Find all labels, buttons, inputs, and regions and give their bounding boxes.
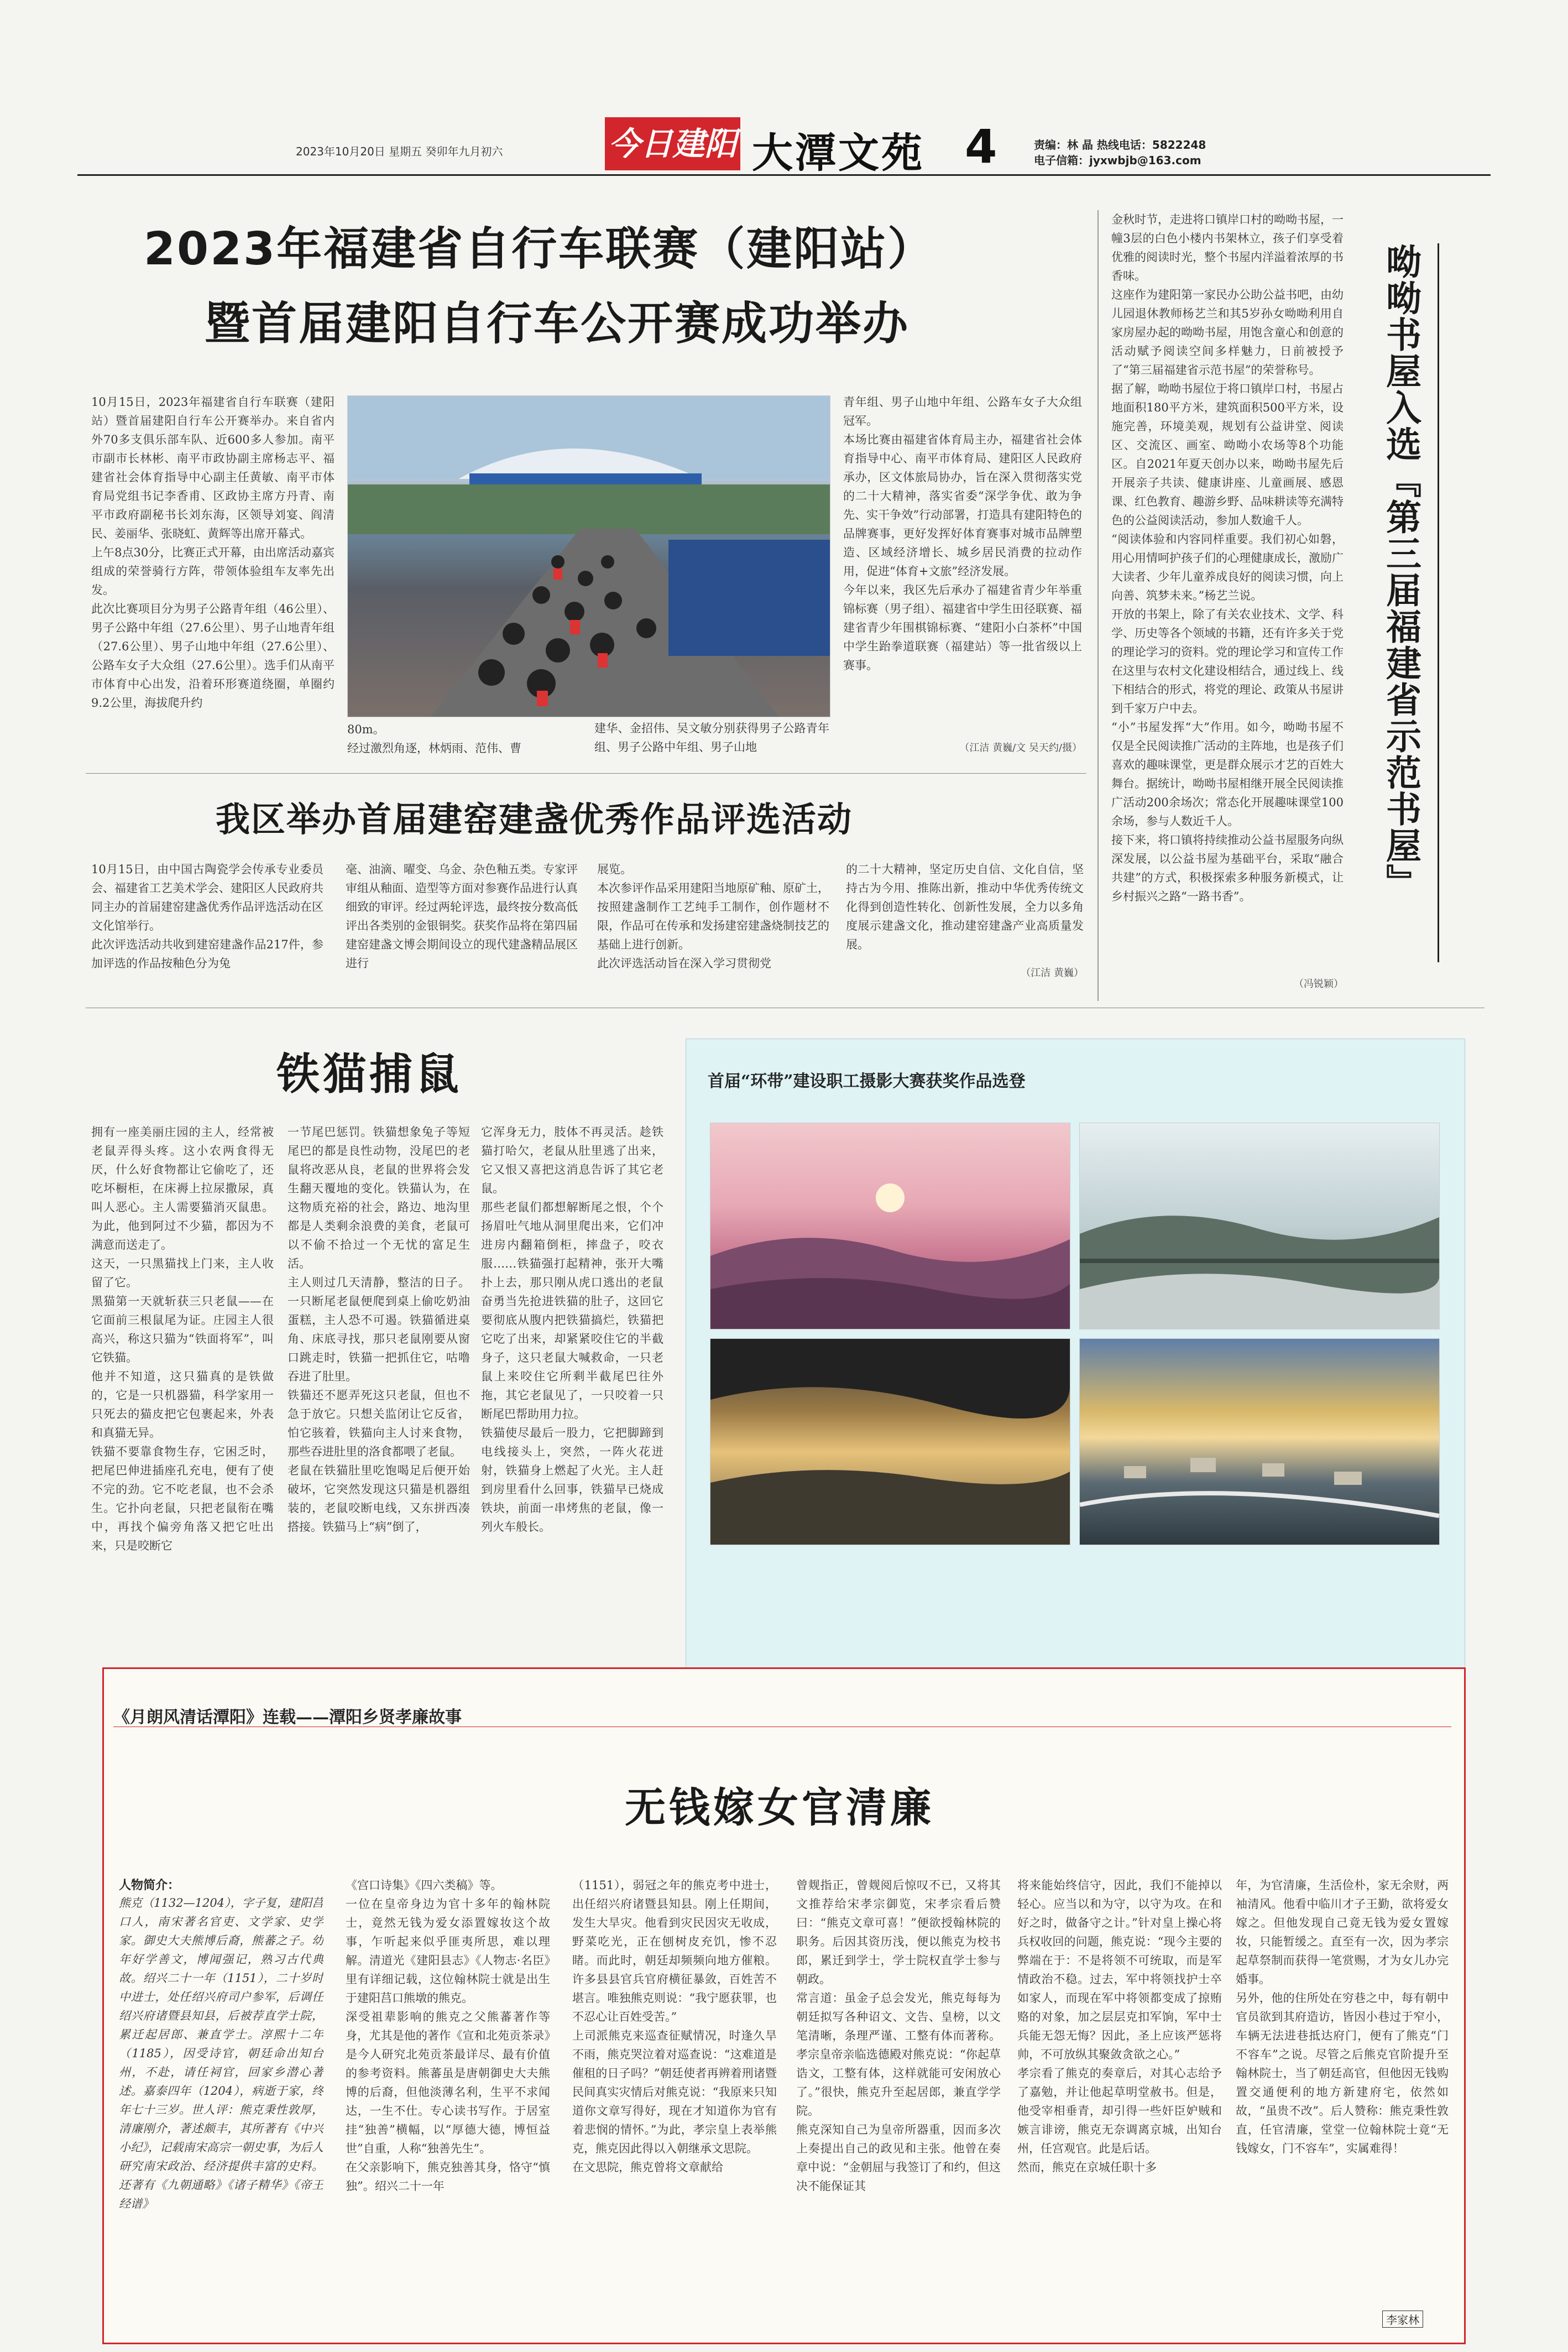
masthead-rule [77,174,1491,176]
issue-date: 2023年10月20日 星期五 癸卯年九月初六 [296,145,503,158]
xiongke-series-label: 《月朗风清话潭阳》连载——潭阳乡贤孝廉故事 [113,1708,462,1727]
jianware-headline: 我区举办首届建窑建盏优秀作品评选活动 [216,799,853,839]
xiongke-col4: 曾觌指正，曾觌阅后惊叹不已，又将其文推荐给宋孝宗御览，宋孝宗看后赞曰：“熊克文章可喜！”便欲授翰林院的职务。后因其资历浅，便以熊克为校书郎，累迁到学士，学士院权直学士参与朝政。 常言道：虽金子总会发光，熊克每每为朝廷拟写各种诏文、文告、皇榜，以文笔清晰，条理严谨、工整有体而著称。孝宗皇帝亲临选德殿对熊克说：“你起草诰文，工整有体，这样就能可安闲放心了。”很快，熊克升至起居郎，兼直学学院。 熊克深知自己为皇帝所器重，因而多次上奏提出自己的政见和主张。他曾在奏章中说：“金朝屈与我签订了和约，但这决不能保证其 [796,1879,1001,2193]
xiongke-bio-label: 人物简介： [119,1878,180,1892]
jianware-col2: 毫、油滴、曜变、乌金、杂色釉五类。专家评审组从釉面、造型等方面对参赛作品进行认真细致的审评。经过两轮评选，最终按分数高低评出各类别的金银铜奖。获奖作品将在第四届建窑建盏文博会期间设立的现代建盏精品展区进行 [346,863,578,970]
jianware-col4: 的二十大精神，坚定历史自信、文化自信，坚持古为今用、推陈出新，推动中华优秀传统文化得到创造性转化、创新性发展，全力以多角度展示建盏文化，推动建窑建盏产业高质量发展。 [846,863,1084,951]
bookhouse-body: 金秋时节，走进将口镇岸口村的呦呦书屋，一幢3层的白色小楼内书架林立，孩子们享受着优雅的阅读时光，整个书屋内洋溢着浓厚的书香味。 这座作为建阳第一家民办公助公益书吧，由幼儿园退休教师杨艺兰和其5岁孙女呦呦利用自家房屋办起的呦呦书屋，用饱含童心和创意的活动赋予阅读空间多样魅力，日前被授予了“第三届福建省示范书屋”的荣誉称号。 据了解，呦呦书屋位于将口镇岸口村，书屋占地面积180平方米，建筑面积500平方米，设施完善，环境美观，规划有公益讲堂、阅读区、交流区、画室、呦呦小农场等8个功能区。自2021年夏天创办以来，呦呦书屋先后开展亲子共读、健康讲座、儿童画展、感恩课、红色教育、趣游乡野、品味耕读等充满特色的公益阅读活动，参加人数逾千人。 “阅读体验和内容同样重要。我们初心如磐，用心用情呵护孩子们的心理健康成长，激励广大读者、少年儿童养成良好的阅读习惯，向上向善、筑梦未来。”杨艺兰说。 开放的书架上，除了有关农业技术、文学、科学、历史等各个领域的书籍，还有许多关于党的理论学习的资料。党的理论学习和宣传工作在这里与农村文化建设相结合，通过线上、线下相结合的形式，将党的理论、政策从书屋讲到千家万户中去。 “小”书屋发挥“大”作用。如今，呦呦书屋不仅是全民阅读推广活动的主阵地，也是孩子们喜欢的趣味课堂，更是群众展示才艺的百姓大舞台。据统计，呦呦书屋相继开展全民阅读推广活动200余场次；常态化开展趣味课堂100余场，参与人数近千人。 接下来，将口镇将持续推动公益书屋服务向纵深发展，以公益书屋为基础平台，采取“融合共建”的方式，积极探索多种服务新模式，让乡村振兴之路“一路书香”。 [1111,213,1344,903]
masthead-logo: 今日建阳 [605,117,740,170]
right-column-rule [1097,210,1099,1001]
xiongke-bio: 熊克（1132—1204），字子复，建阳莒口人，南宋著名官吏、文学家、史学家。御史大夫熊博后裔，熊蕃之子。幼年好学善文，博闻强记，熟习古代典故。绍兴二十一年（1151），二十岁时中进士，处任绍兴府司户参军，后调任绍兴府诸暨县知县，后被荐直学士院，累迁起居郎、兼直学士。淳熙十二年（1185），因受诗官，朝廷命出知台州，不赴，请任祠官，回家乡潜心著述。嘉泰四年（1204），病逝于家，终年七十三岁。世人评：熊克秉性敦厚，清廉刚介，著述颇丰，其所著有《中兴小纪》，记载南宋高宗一朝史事，为后人研究南宋政治、经济提供丰富的史料。还著有《九朝通略》《诸子精华》《帝王经谱》 [119,1896,323,2210]
cycling-photo [347,395,830,717]
ironcat-col1: 拥有一座美丽庄园的主人，经常被老鼠弄得头疼。这小农两食得无厌，什么好食物都让它偷吃了，还吃坏橱柜，在床褥上拉尿撒尿，真叫人恶心。主人需要猫消灭鼠患。为此，他到阿过不少猫，都因为不满意而送走了。 这天，一只黑猫找上门来，主人收留了它。 黑猫第一天就斩获三只老鼠——在它面前三根鼠尾为证。庄园主人很高兴，称这只猫为“铁面将军”，叫它铁猫。 他并不知道，这只猫真的是铁做的，它是一只机器猫，科学家用一只死去的猫皮把它包裹起来，外表和真猫无异。 铁猫不要靠食物生存，它困乏时，把尾巴伸进插座孔充电，便有了使不完的劲。它不吃老鼠，也不会杀生。它扑向老鼠，只把老鼠衔在嘴中，再找个偏旁角落又把它吐出来，只是咬断它 [91,1125,274,1552]
cycling-col1: 10月15日，2023年福建省自行车联赛（建阳站）暨首届建阳自行车公开赛举办。来自省内外70多支俱乐部车队、近600多人参加。南平市副市长林彬、南平市政协副主席杨志平、福建省社会体育指导中心副主任黄敏、南平市体育局党组书记李香甫、区政协主席方丹青、南平市政府副秘书长刘东海，区领导刘宴、阎清民、姜丽华、张晓虹、黄辉等出席开幕式。 上午8点30分，比赛正式开幕，由出席活动嘉宾组成的荣誉骑行方阵，带领体验组车友率先出发。 此次比赛项目分为男子公路青年组（46公里）、男子公路中年组（27.6公里）、男子山地青年组（27.6公里）、男子山地中年组（27.6公里）、公路车女子大众组（27.6公里）。选手们从南平市体育中心出发，沿着环形赛道绕圈，单圈约9.2公里，海拔爬升约 [91,395,334,710]
xiongke-headline: 无钱嫁女官清廉 [625,1784,934,1832]
contest-photo-misty-bridge [1079,1123,1440,1329]
section-title: 大潭文苑 [752,129,924,177]
cycling-col2: 经过激烈角逐，林炳雨、范伟、曹 [347,742,521,755]
jianware-byline: （江洁 黄巍） [1021,967,1084,979]
xiongke-col3: （1151），弱冠之年的熊克考中进士，出任绍兴府诸暨县知县。刚上任期间，发生大旱灾。他看到灾民因灾无收成，野菜吃光，正在刨树皮充饥，惨不忍睹。而此时，朝廷却频频向地方催粮。许多县县官兵官府横征暴敛，百姓苦不堪言。唯独熊克则说：“我宁愿获罪，也不忍心让百姓受苦。” 上司派熊克来巡查征赋情况，时逢久旱不雨，熊克哭泣着对巡查说：“这难道是催租的日子吗？”朝廷使者再辨着刑诸暨民间真实灾情后对熊克说：“我原来只知道你文章写得好，现在才知道你为官有着悲悯的情怀。”为此，孝宗皇上表举熊克，熊克因此得以入朝继承文思院。 在文思院，熊克曾将文章献给 [572,1879,777,2174]
bookhouse-vertical-headline: 呦呦书屋入选『第三届福建省示范书屋』 [1380,243,1421,900]
headline-line2: 暨首届建阳自行车公开赛成功举办 [205,298,910,350]
cycling-byline: （江洁 黄巍/文 吴天约/摄） [959,742,1082,754]
editor-info: 责编：林 晶 热线电话：5822248 [1034,138,1206,152]
ironcat-col2: 一节尾巴惩罚。铁猫想象兔子等短尾巴的都是良性动物，没尾巴的老鼠将改恶从良，老鼠的世界将会发生翻天覆地的变化。铁猫认为，在这物质充裕的社会，路边、地沟里都是人类剩余浪费的美食，老鼠可以不偷不拾过一个无忧的富足生活。 主人则过几天清静，整洁的日子。一只断尾老鼠便爬到桌上偷吃奶油蛋糕，主人恐不可遏。铁猫循进桌角、床底寻找，那只老鼠刚要从窗口跳走时，铁猫一把抓住它，咕噜吞进了肚里。 铁猫还不愿弄死这只老鼠，但也不急于放它。只想关监闭让它反省，怕它骇着，铁猫向主人讨来食物，那些吞进肚里的洛食都喂了老鼠。 老鼠在铁猫肚里吃饱喝足后便开始破坏，它突然发现这只猫是机器组装的，老鼠咬断电线，又东拼西凑搭接。铁猫马上“病”倒了， [288,1125,470,1534]
xiongke-col2: 《宫口诗集》《四六类稿》等。 一位在皇帝身边为官十多年的翰林院士，竟然无钱为爱女添置嫁妆这个故事，乍听起来似乎匪夷所思，难以理解。清道光《建阳县志》《人物志·名臣》里有详细记载，这位翰林院士就是出生于建阳莒口熊墩的熊克。 深受祖辈影响的熊克之父熊蕃著作等身，尤其是他的著作《宣和北苑贡茶录》是今人研究北苑贡茶最详尽、最有价值的参考资料。熊蕃虽是唐朝御史大夫熊博的后裔，但他淡薄名利，生平不求闻达，一生不仕。专心读书写作。于居室挂“独善”横幅，以“厚德大德，博恒益世”自重，人称“独善先生”。 在父亲影响下，熊克独善其身，恪守“慎独”。绍兴二十一年 [346,1879,550,2193]
cycling-col4: 青年组、男子山地中年组、公路车女子大众组冠军。 本场比赛由福建省体育局主办，福建省社会体育指导中心、南平市体育局、建阳区人民政府承办，区文体旅局协办，旨在深入贯彻落实党的二十大精神，落实省委“深学争优、敢为争先、实干争效”行动部署，打造具有建阳特色的品牌赛事，更好发挥好体育赛事对城市品牌塑造、区域经济增长、城乡居民消费的拉动作用，促进“体育+文旅”经济发展。 今年以来，我区先后承办了福建省青少年举重锦标赛（男子组）、福建省中学生田径联赛、福建省青少年围棋锦标赛、“建阳小白茶杯”中国中学生跆拳道联赛（福建站）等一批省级以上赛事。 [843,395,1082,672]
cycling-col1-tail: 80m。 [347,723,385,736]
photo-contest-title: 首届“环带”建设职工摄影大赛获奖作品选登 [708,1072,1026,1091]
divider-1 [86,773,1086,774]
headline-line1: 2023年福建省自行车联赛（建阳站） [144,223,935,275]
editor-email: 电子信箱：jyxwbjb@163.com [1034,154,1201,167]
jianware-col1: 10月15日，由中国古陶瓷学会传承专业委员会、福建省工艺美术学会、建阳区人民政府共同主办的首届建窑建盏优秀作品评选活动在区文化馆举行。 此次评选活动共收到建窑建盏作品217件，参加评选的作品按釉色分为兔 [91,863,323,970]
cycling-col3: 建华、金招伟、吴文敏分别获得男子公路青年组、男子公路中年组、男子山地 [594,722,829,754]
xiongke-byline: 李家林 [1382,2311,1423,2328]
contest-photo-sunrise [710,1123,1070,1329]
bookhouse-vertical-rule [1438,243,1439,962]
jianware-col3: 展览。 本次参评作品采用建阳当地原矿釉、原矿土，按照建盏制作工艺纯手工制作，创作题材不限，作品可在传承和发扬建窑建盏烧制技艺的基础上进行创新。 此次评选活动旨在深入学习贯彻党 [597,863,829,970]
bookhouse-byline: （冯锐颖） [1294,978,1344,990]
xiongke-col6: 年，为官清廉，生活俭朴，家无余财，两袖清风。他看中临川才子王勤，欲将爱女嫁之。但他发现自己竟无钱为爱女置嫁妆，只能暂缓之。直至有一次，因为孝宗起草祭制而获得一笔赏赐，才为女儿办完婚事。 另外，他的住所处在穷巷之中，每有朝中官员欲到其府造访，皆因小巷过于窄小，车辆无法进巷抵达府门，便有了熊克“门不容车”之说。尽管之后熊克官阶提升至翰林院士，当了朝廷高官，但他因无钱购置交通便利的地方新建府宅，依然如故，“虽贵不改”。后人赞称：熊克秉性敦直，任官清廉，堂堂一位翰林院士竟“无钱嫁女，门不容车”，实属难得！ [1236,1879,1449,2155]
page-number: 4 [965,119,997,174]
ironcat-headline: 铁猫捕鼠 [276,1049,463,1099]
contest-photo-golden-fog [710,1338,1070,1545]
contest-photo-railway [1079,1338,1440,1545]
xiongke-col5: 将来能始终信守，因此，我们不能掉以轻心。应当以和为守，以守为攻。在和好之时，做备守之计。”针对皇上操心将兵权收回的问题，熊克说：“现今主要的弊端在于：不是将领不可统取，而是军情政治不稳。过去，军中将领找护士卒如家人，而现在军中将领都变成了掠贿赂的对象，加之层层克扣军饷，军中士兵能无怨无悔？因此，圣上应该严惩将帅，不可放纵其聚敛贪欲之心。” 孝宗看了熊克的奏章后，对其心志给予了嘉勉，并让他起草明堂赦书。但是，他受宰相垂青，却引得一些奸臣妒贼和嫉言诽谤，熊克无奈调离京城，出知台州，任宫观官。此是后话。 然而，熊克在京城任职十多 [1017,1879,1222,2174]
ironcat-col3: 它浑身无力，肢体不再灵活。趁铁猫打哈欠，老鼠从肚里逃了出来，它又恨又喜把这消息告诉了其它老鼠。 那些老鼠们都想解断尾之恨，个个扬眉吐气地从洞里爬出来，它们冲进房内翻箱倒柜，摔盘子，咬衣服……铁猫强打起精神，张开大嘴扑上去，那只刚从虎口逃出的老鼠奋勇当先抢进铁猫的肚子，这回它要彻底从腹内把铁猫搞烂，铁猫把它吃了出来，却紧紧咬住它的半截身子，这只老鼠大喊救命，一只老鼠上来咬住它所剩半截尾巴往外拖，其它老鼠见了，一只咬着一只断尾巴帮助用力拉。 铁猫使尽最后一股力，它把脚蹄到电线接头上，突然，一阵火花迸射，铁猫身上燃起了火光。主人赶到房里看什么回事，铁猫早已烧成铁块，前面一串烤焦的老鼠，像一列火车般长。 [481,1125,663,1534]
